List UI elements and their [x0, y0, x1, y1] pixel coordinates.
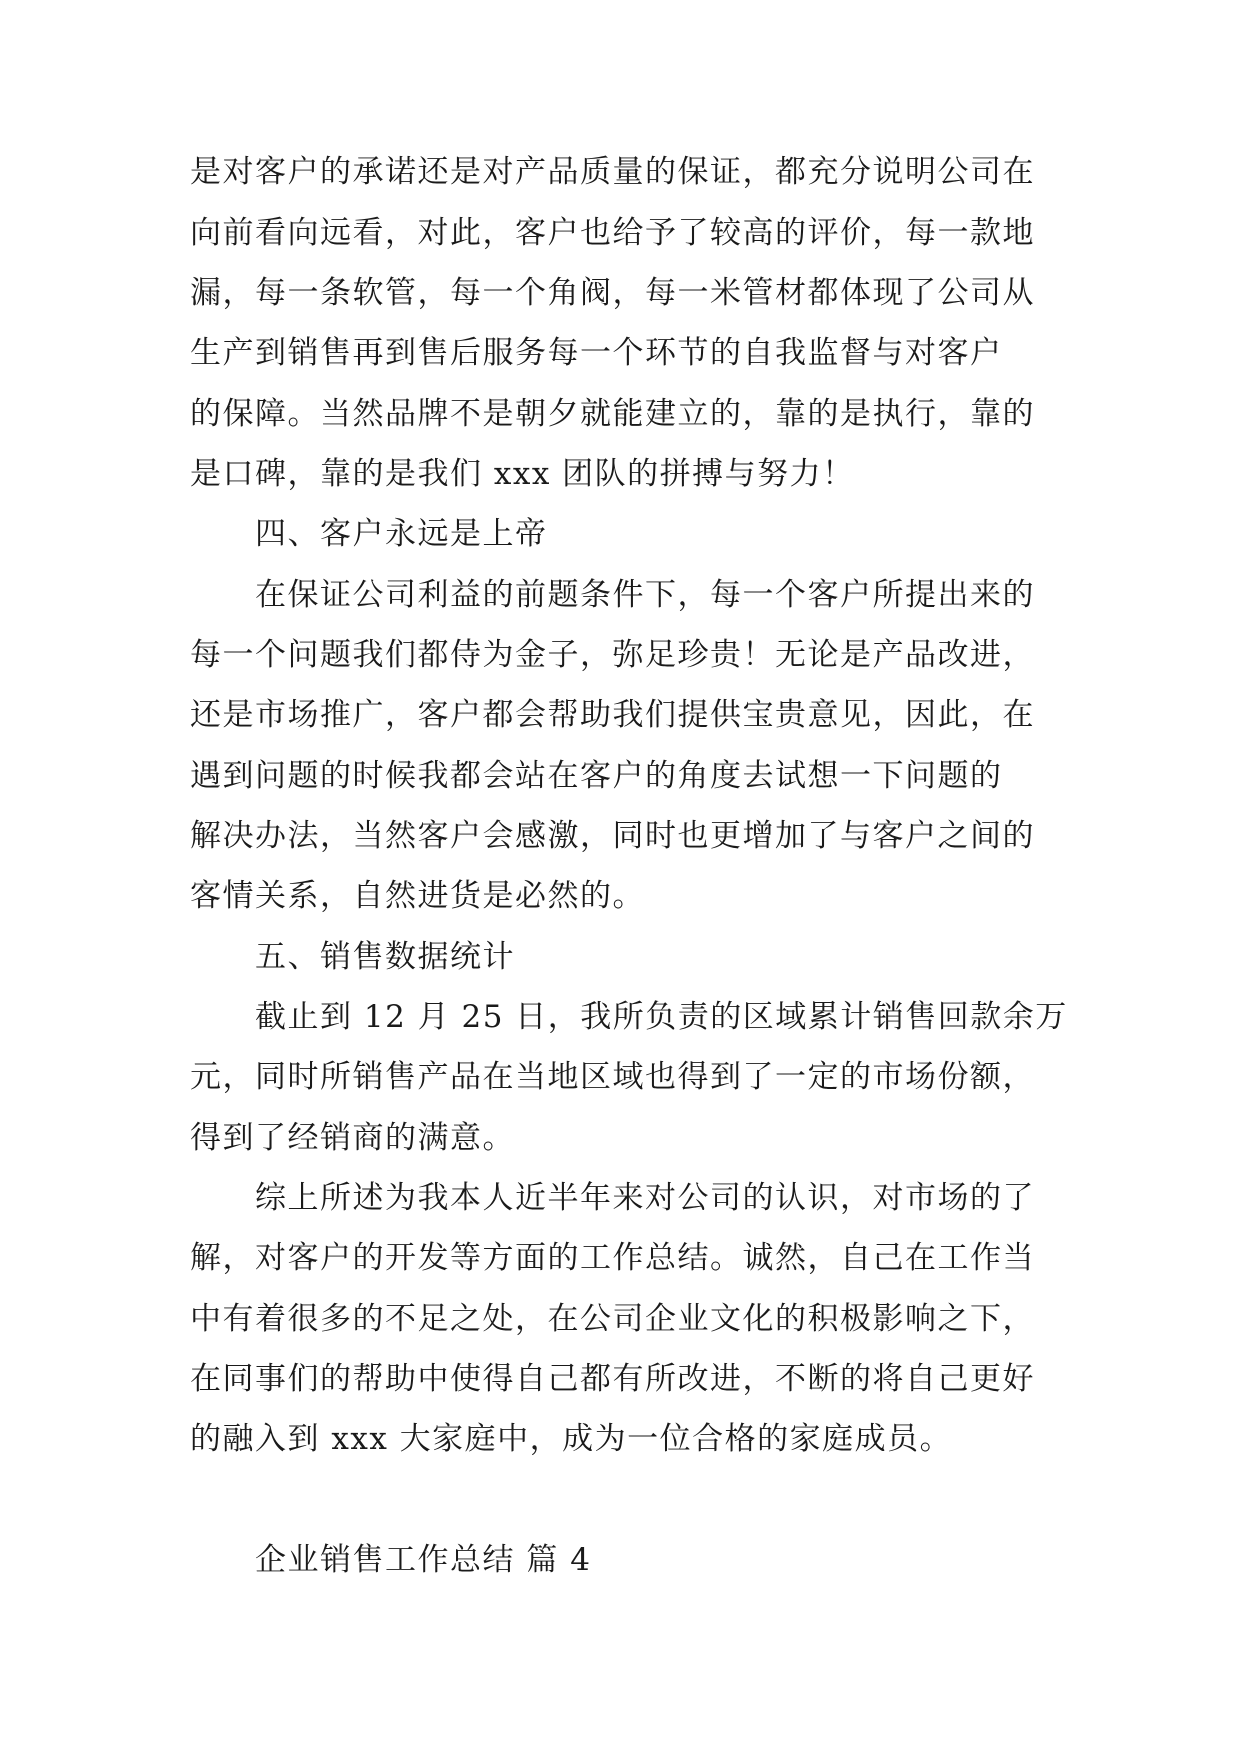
- text-line: 截止到 12 月 25 日，我所负责的区域累计销售回款余万: [255, 999, 1068, 1035]
- text-line: 漏，每一条软管，每一个角阀，每一米管材都体现了公司从: [190, 275, 1035, 311]
- text-line: 客情关系，自然进货是必然的。: [190, 878, 645, 914]
- text-line: 是口碑，靠的是我们 xxx 团队的拼搏与努力！: [190, 456, 855, 492]
- text-line: 解决办法，当然客户会感激，同时也更增加了与客户之间的: [190, 818, 1035, 854]
- text-line: 的保障。当然品牌不是朝夕就能建立的，靠的是执行，靠的: [190, 396, 1035, 432]
- text-line: 综上所述为我本人近半年来对公司的认识，对市场的了: [255, 1180, 1035, 1216]
- text-line: 向前看向远看，对此，客户也给予了较高的评价，每一款地: [190, 215, 1035, 251]
- text-line: 的融入到 xxx 大家庭中，成为一位合格的家庭成员。: [190, 1421, 953, 1457]
- text-line: 得到了经销商的满意。: [190, 1120, 515, 1156]
- section-title: 企业销售工作总结 篇 4: [255, 1542, 592, 1578]
- text-line: 遇到问题的时候我都会站在客户的角度去试想一下问题的: [190, 758, 1003, 794]
- text-line: 解，对客户的开发等方面的工作总结。诚然，自己在工作当: [190, 1240, 1035, 1276]
- text-line: 还是市场推广，客户都会帮助我们提供宝贵意见，因此，在: [190, 697, 1035, 733]
- text-line: 生产到销售再到售后服务每一个环节的自我监督与对客户: [190, 335, 1003, 371]
- text-line: 在保证公司利益的前题条件下，每一个客户所提出来的: [255, 577, 1035, 613]
- text-line: 元，同时所销售产品在当地区域也得到了一定的市场份额，: [190, 1059, 1035, 1095]
- text-line: 在同事们的帮助中使得自己都有所改进，不断的将自己更好: [190, 1361, 1035, 1397]
- text-line: 是对客户的承诺还是对产品质量的保证，都充分说明公司在: [190, 154, 1035, 190]
- section-heading: 五、销售数据统计: [255, 939, 515, 975]
- text-line: 中有着很多的不足之处，在公司企业文化的积极影响之下，: [190, 1301, 1035, 1337]
- section-heading: 四、客户永远是上帝: [255, 516, 548, 552]
- text-line: 每一个问题我们都侍为金子，弥足珍贵！无论是产品改进，: [190, 637, 1035, 673]
